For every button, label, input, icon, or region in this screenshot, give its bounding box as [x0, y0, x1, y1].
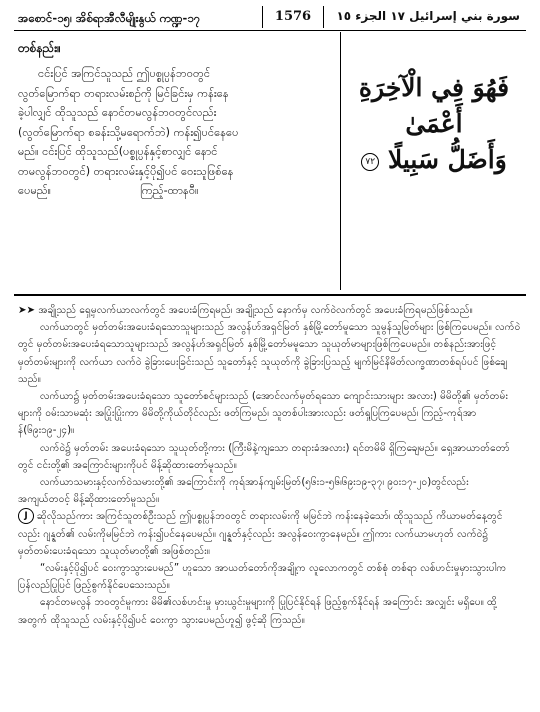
commentary-line: ငင်းပြင် အကြင်သူသည် ဤပစ္စုပ္ပန်ဘဝတွင် [38, 67, 211, 80]
footnote-text: လက်ယာသမားနှင့်လက်ဝဲသမားတို့၏ အကြောင်းကို ကုရ်အာန်ကျမ်းမြတ်(၅၆း၁-၅၆၊၆၉း၁၉-၃၇၊ ၉၀း၁၇-၂၀)တွင်လည်း အကျယ်တဝင့် မိန့်ဆိုထားတော်မူသည်။ [18, 477, 469, 506]
footnote-circle-marker: J [18, 508, 34, 524]
commentary-text [18, 64, 330, 201]
footnote-separator [14, 294, 526, 296]
footnote-paragraph [18, 594, 522, 628]
header-section-title: အစောင်-၁၅၊ အိစ်ရာအီလီမျိုးနွယ် ကဏ္ဍ-၁၇ [18, 11, 201, 25]
footnote-text: လက်ယာ၌ မှတ်တမ်းအပေးခံရသော သူတော်စင်များသည် (အောင်လက်မှတ်ရသော ကျောင်းသားများ အလား) မိမိတို့၏ မှတ်တမ်းများကို ဝမ်းသာမဆုံး အပြုံးပြုံးကာ မိမိတို့ကိုယ်တိုင်လည်း ဖတ်ကြမည်၊ သူတစ်ပါးအားလည်း ဖတ်ရှုပြကြပေမည်၊ ကြည့်-ကုရ်အာန်(၆၉း၁၉-၂၄)။ [18, 391, 509, 437]
footnote-text: လက်ဝဲ၌ မှတ်တမ်း အပေးခံရသော သူယုတ်တို့ကား (ကြီးမိနဲ့ကျသော တရားခံအလား) ရင်တမိမိ ရှိကြချေမည်။ ရှေ့အာယာတ်တော်တွင် ငင်းတို့၏ အကြောင်းများကိုပင် မိန့်ဆိုထားတော်မူသည်။ [18, 442, 510, 471]
page-header [14, 6, 526, 31]
commentary-line: (လွတ်မြောက်ရာ စခန်းသို့မရောက်ဘဲ) ကန်း၍ပင်နေပေ [18, 125, 239, 139]
arabic-verse [348, 70, 520, 178]
commentary-line: လွတ်မြောက်ရာ တရားလမ်းစဉ်ကို မြင်ခြင်းမှ ကန်းနေ [18, 86, 229, 100]
footnote-text: အချို့သည် ရှေ့မှလက်ယာလက်တွင် အပေးခံကြရမည်၊ အချို့သည် နောက်မှ လက်ဝဲလက်တွင် အပေးခံကြရမည်ဖြစ်သည်။ [38, 305, 473, 316]
commentary-column [18, 40, 330, 201]
section-heading: တစ်နည်း။ [18, 41, 61, 55]
ayah-number-marker: ٧٢ [361, 153, 379, 171]
footnote-paragraph [18, 388, 522, 440]
arabic-line: وَأَضَلُّ سَبِيلًا [387, 145, 507, 174]
header-surah-title: سورة بني إسرائيل ١٧ الجزء ١٥ [336, 9, 520, 23]
footnote-paragraph [18, 319, 522, 388]
footnote-text: လက်ယာတွင် မှတ်တမ်းအပေးခံရသောသူများသည် အလွန်ဟ်အရှင်မြတ် နှစ်မြို့တော်မူသော သူမွန်သူမြတ်များ ဖြစ်ကြပေမည်။ လက်ဝဲတွင် မှတ်တမ်းအပေးခံရသောသူများသည် အလွန်ဟ်အရှင်မြတ် နှစ်မြို့တော်မမူသော သူယုတ်မာများဖြစ်ကြပေမည်။ တစ်နည်းအားဖြင့် မှတ်တမ်းများကို လက်ယာ လက်ဝဲ ခွဲခြားပေးခြင်းသည် သူတော်နှင့် သူယုတ်ကို ခွဲခြားပြသည့် မျက်မြင်နိမိတ်လက္ခဏာတစ်ရပ်ပင် ဖြစ်ချေသည်။ [18, 322, 521, 385]
footnote-text: “လမ်းနှင့်ပို၍ပင် ဝေးကွာသွားပေမည်” ဟူသော အာယတ်တော်ကိုအချို့က လူလောကတွင် တစ်စုံ တစ်ရာ လစ်ဟင်းမှုမှားသွားပါက ပြန်လည်ပြုပြင် ဖြည့်စွက်နိုင်ပေသေးသည်။ [18, 563, 507, 592]
column-divider [340, 32, 341, 290]
arabic-line-2 [348, 142, 520, 178]
footnote-paragraph [18, 560, 522, 594]
footnote-text: ဆိုလိုသည်ကား အကြင်သူတစ်ဦးသည် ဤပစ္စုပ္ပန်ဘဝတွင် တရားလမ်းကို မမြင်ဘဲ ကန်းနေခဲ့သော်၊ ထိုသူသည် ကိယာမတ်နေ့တွင်လည်း ဂျန္နတ်၏ လမ်းကိုမမြင်ဘဲ ကန်း၍ပင်နေပေမည်။ ဂျန္နတ်နှင့်လည်း အလွန်ဝေးကွာနေမည်။ ဤကား လက်ယာမဟုတ် လက်ဝဲ၌ မှတ်တမ်းပေးခံရသော သူယုတ်မာတို့၏ အဖြစ်တည်း။ [18, 511, 503, 557]
footnotes [18, 302, 522, 629]
commentary-line: တမလွန်ဘဝတွင်) တရားလမ်းနှင့်ပို၍ပင် ဝေးသူဖြစ်နေ [18, 164, 234, 178]
commentary-line: မည်။ ငင်းပြင် ထိုသူသည်(ပစ္စုပ္ပန်နှင့်စာလျှင် နောင် [18, 145, 218, 158]
commentary-line: ပေမည်။ ကြည့်-ထာနဝီ။ [18, 184, 199, 197]
arabic-line: فَهُوَ فِي الْآخِرَةِ أَعْمَىٰ [358, 73, 510, 138]
page-number: 1576 [262, 6, 324, 28]
document-page [14, 6, 526, 706]
footnote-paragraph [18, 474, 522, 508]
commentary-line: ခဲ့ပါလျှင် ထိုသူသည် နောင်တမလွန်ဘဝတွင်လည်း [18, 106, 217, 119]
footnote-paragraph [18, 302, 522, 319]
footnote-text: နောင်တမလွန် ဘဝတွင်မူကား မိမိ၏လစ်ဟင်းမှု မှားယွင်းမှုများကို ပြုပြင်နိုင်ရန် ဖြည့်စွက်နိုင်ရန် အကြောင်း အလျှင်း မရှိပေ။ ထို့အတွက် ထိုသူသည် လမ်းနှင့်ပို၍ပင် ဝေးကွာ သွားပေမည်ဟူ၍ ဖွင့်ဆို ကြသည်။ [18, 597, 497, 626]
footnote-arrow-icon: ➤➤ [18, 305, 36, 316]
footnote-paragraph [18, 440, 522, 474]
footnote-paragraph [18, 508, 522, 560]
